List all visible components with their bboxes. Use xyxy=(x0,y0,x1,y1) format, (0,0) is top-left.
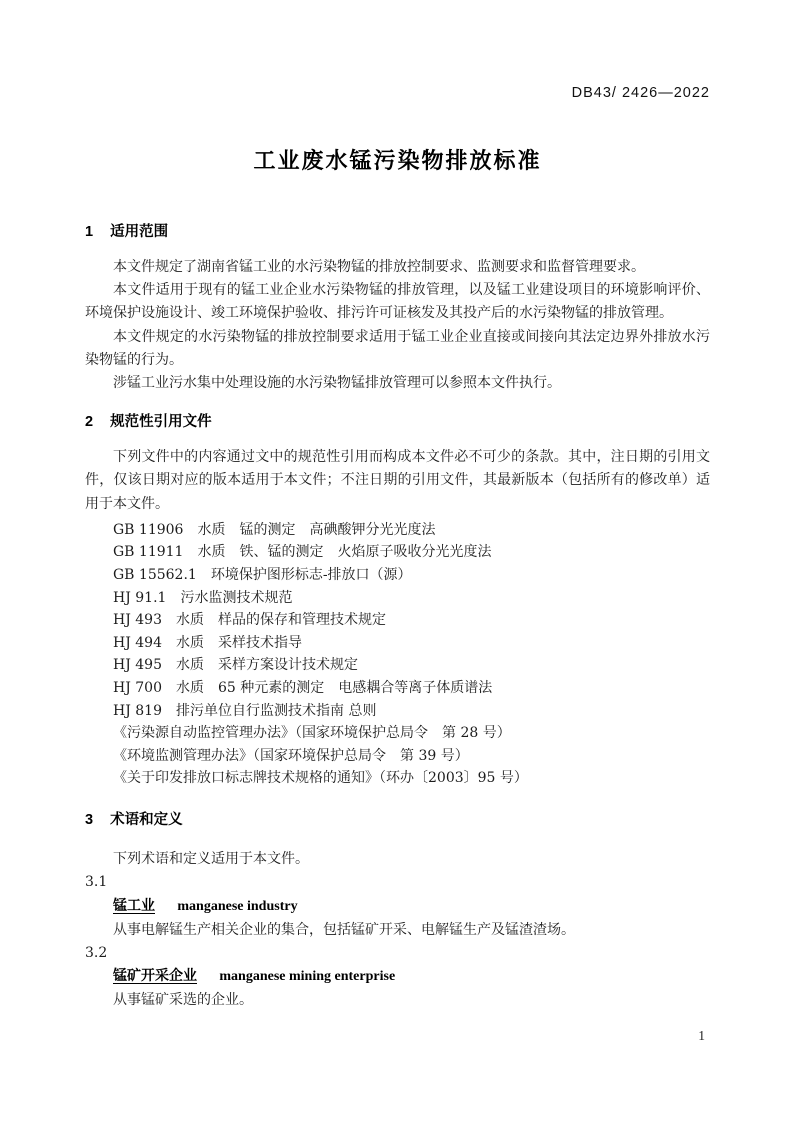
section-terms-heading xyxy=(85,810,710,830)
reference-list xyxy=(85,519,710,790)
references-intro: 下列文件中的内容通过文中的规范性引用而构成本文件必不可少的条款。其中，注日期的引用文件，仅该日期对应的版本适用于本文件；不注日期的引用文件，其最新版本（包括所有的修改单）适用于本文件。 xyxy=(85,449,710,512)
section-references xyxy=(85,412,710,790)
term-number-3-2: 3.2 xyxy=(85,944,108,961)
reference-item-gb15562: GB 15562.1 环境保护图形标志-排放口（源） xyxy=(113,567,412,584)
term-entry-3-1 xyxy=(85,871,710,941)
section-terms xyxy=(85,810,710,1012)
section-scope-title: 适用范围 xyxy=(110,224,169,240)
term-number-3-1: 3.1 xyxy=(85,874,108,891)
term-entry-3-2 xyxy=(85,942,710,1012)
reference-item-hj700: HJ 700 水质 65 种元素的测定 电感耦合等离子体质谱法 xyxy=(113,679,493,696)
reference-item-gb11906: GB 11906 水质 锰的测定 高碘酸钾分光光度法 xyxy=(113,521,436,538)
reference-item-outlet-sign-notice: 《关于印发排放口标志牌技术规格的通知》（环办〔2003〕95 号） xyxy=(113,770,528,787)
term-zh-manganese-industry: 锰工业 xyxy=(113,896,155,913)
reference-item-hj493: HJ 493 水质 样品的保存和管理技术规定 xyxy=(113,612,386,629)
section-scope-number: 1 xyxy=(85,224,94,240)
reference-item-hj91: HJ 91.1 污水监测技术规范 xyxy=(113,589,293,606)
scope-paragraph-3: 本文件规定的水污染物锰的排放控制要求适用于锰工业企业直接或间接向其法定边界外排放水污染物锰的行为。 xyxy=(85,328,710,368)
term-definition-3-2: 从事锰矿采选的企业。 xyxy=(113,992,253,1009)
scope-paragraph-2: 本文件适用于现有的锰工业企业水污染物锰的排放管理，以及锰工业建设项目的环境影响评价、环境保护设施设计、竣工环境保护验收、排污许可证核发及其投产后的水污染物锰的排放管理。 xyxy=(85,282,710,322)
reference-item-hj819: HJ 819 排污单位自行监测技术指南 总则 xyxy=(113,702,377,719)
term-definition-3-1: 从事电解锰生产相关企业的集合，包括锰矿开采、电解锰生产及锰渣渣场。 xyxy=(113,921,575,938)
reference-item-hj495: HJ 495 水质 采样方案设计技术规定 xyxy=(113,657,358,674)
reference-item-monitoring-measures: 《环境监测管理办法》（国家环境保护总局令 第 39 号） xyxy=(113,747,469,764)
term-en-manganese-mining-enterprise: manganese mining enterprise xyxy=(219,969,396,985)
reference-item-gb11911: GB 11911 水质 铁、锰的测定 火焰原子吸收分光光度法 xyxy=(113,544,492,561)
doc-number: DB43/ 2426—2022 xyxy=(571,85,710,101)
section-references-number: 2 xyxy=(85,414,94,431)
section-references-heading xyxy=(85,412,710,432)
doc-title: 工业废水锰污染物排放标准 xyxy=(253,148,542,173)
reference-item-pollution-source-measures: 《污染源自动监控管理办法》（国家环境保护总局令 第 28 号） xyxy=(113,725,511,742)
section-scope-heading xyxy=(85,222,710,242)
term-line-3-1 xyxy=(85,894,710,919)
scope-paragraph-4: 涉锰工业污水集中处理设施的水污染物锰排放管理可以参照本文件执行。 xyxy=(113,375,561,392)
section-terms-title: 术语和定义 xyxy=(110,811,183,828)
terms-intro: 下列术语和定义适用于本文件。 xyxy=(113,850,309,867)
section-references-title: 规范性引用文件 xyxy=(110,414,212,431)
page-number: 1 xyxy=(698,1028,705,1043)
document-header xyxy=(85,84,710,102)
reference-item-hj494: HJ 494 水质 采样技术指导 xyxy=(113,634,302,651)
section-terms-number: 3 xyxy=(85,811,94,828)
term-en-manganese-industry: manganese industry xyxy=(177,898,298,914)
term-line-3-2 xyxy=(85,964,710,989)
section-scope xyxy=(85,222,710,395)
term-zh-manganese-mining-enterprise: 锰矿开采企业 xyxy=(113,967,197,984)
scope-paragraph-1: 本文件规定了湖南省锰工业的水污染物锰的排放控制要求、监测要求和监督管理要求。 xyxy=(113,259,645,275)
